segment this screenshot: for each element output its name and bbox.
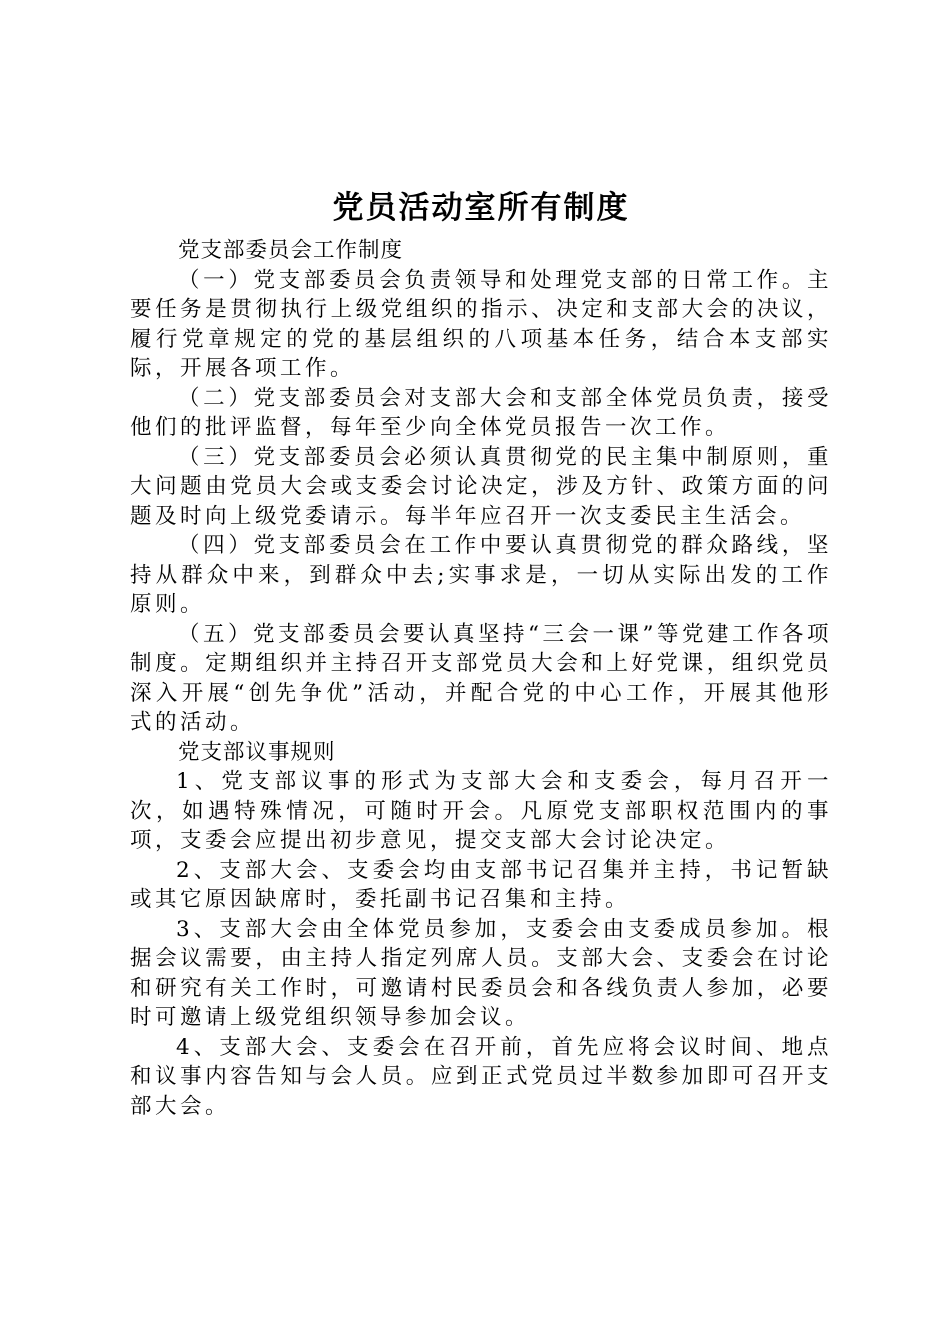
document-body — [130, 184, 832, 1121]
document-title: 党员活动室所有制度 — [332, 190, 630, 226]
section-heading-meeting-rules: 党支部议事规则 — [178, 739, 336, 765]
paragraph: （二）党支部委员会对支部大会和支部全体党员负责，接受他们的批评监督，每年至少向全体党员报告一次工作。 — [130, 385, 832, 440]
paragraph: 4、支部大会、支委会在召开前，首先应将会议时间、地点和议事内容告知与会人员。应到正式党员过半数参加即可召开支部大会。 — [130, 1034, 832, 1119]
paragraph: （三）党支部委员会必须认真贯彻党的民主集中制原则，重大问题由党员大会或支委会讨论决定，涉及方针、政策方面的问题及时向上级党委请示。每半年应召开一次支委民主生活会。 — [130, 444, 832, 529]
paragraph: （四）党支部委员会在工作中要认真贯彻党的群众路线，坚持从群众中来，到群众中去;实事求是，一切从实际出发的工作原则。 — [130, 533, 832, 617]
paragraph: 3、支部大会由全体党员参加，支委会由支委成员参加。根据会议需要，由主持人指定列席人员。支部大会、支委会在讨论和研究有关工作时，可邀请村民委员会和各线负责人参加，必要时可邀请上级党组织领导参加会议。 — [130, 916, 832, 1030]
paragraph: （一）党支部委员会负责领导和处理党支部的日常工作。主要任务是贯彻执行上级党组织的指示、决定和支部大会的决议，履行党章规定的党的基层组织的八项基本任务，结合本支部实际，开展各项工作。 — [130, 267, 832, 381]
paragraph: （五）党支部委员会要认真坚持“三会一课”等党建工作各项制度。定期组织并主持召开支部党员大会和上好党课，组织党员深入开展“创先争优”活动，并配合党的中心工作，开展其他形式的活动。 — [130, 621, 832, 735]
paragraph: 2、支部大会、支委会均由支部书记召集并主持，书记暂缺或其它原因缺席时，委托副书记召集和主持。 — [130, 857, 832, 912]
paragraph: 1、党支部议事的形式为支部大会和支委会，每月召开一次，如遇特殊情况，可随时开会。凡原党支部职权范围内的事项，支委会应提出初步意见，提交支部大会讨论决定。 — [130, 769, 832, 853]
section-heading-committee-rules: 党支部委员会工作制度 — [178, 238, 404, 263]
